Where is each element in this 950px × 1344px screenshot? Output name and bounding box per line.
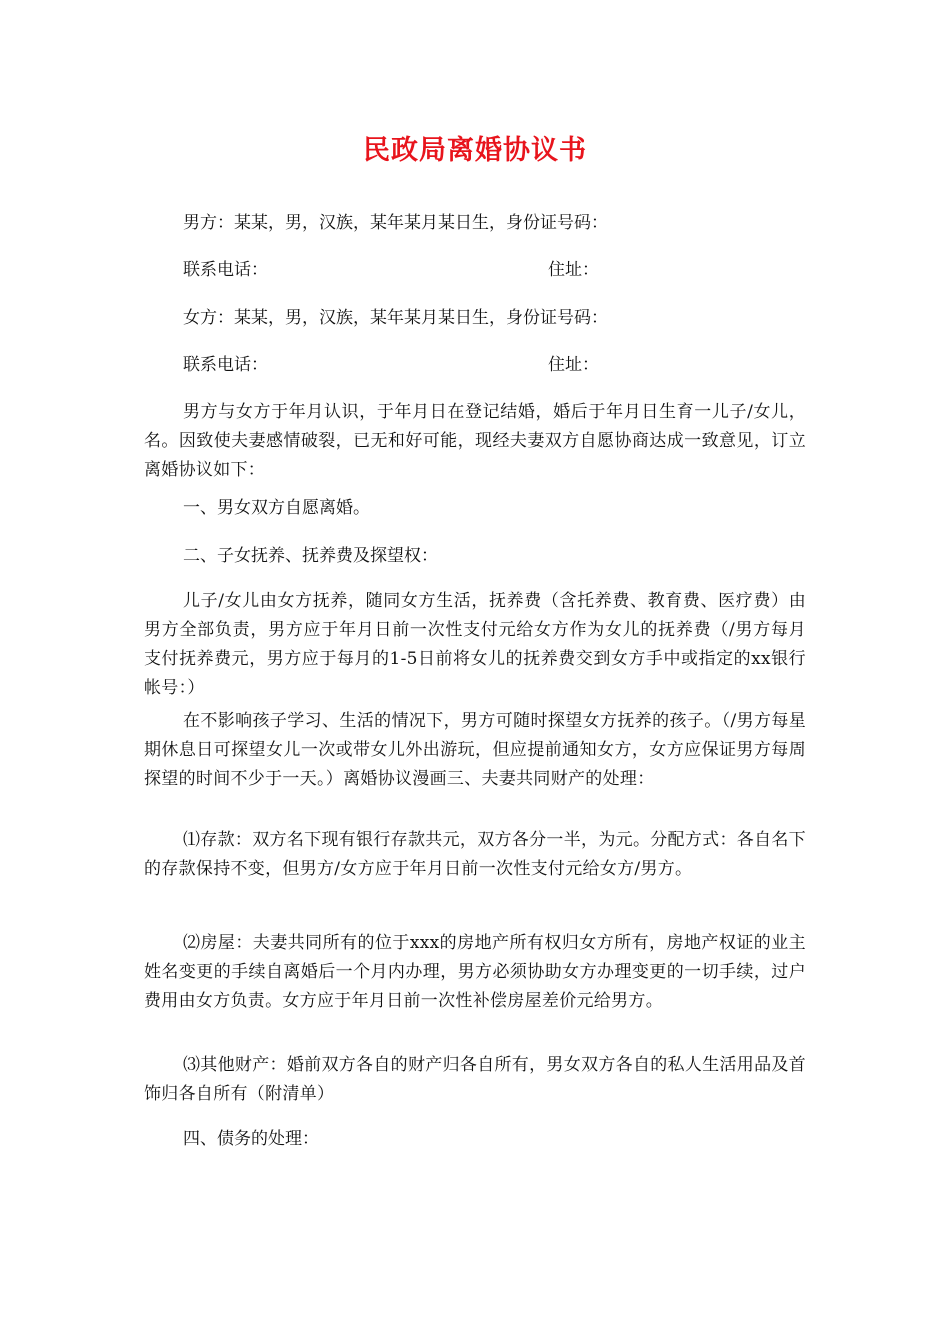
custody-paragraph: 儿子/女儿由女方抚养，随同女方生活，抚养费（含托养费、教育费、医疗费）由男方全部负责，男方应于年月日前一次性支付元给女方作为女儿的抚养费（/男方每月支付抚养费元，男方应于每月的1-5日前将女儿的抚养费交到女方手中或指定的xx银行帐号：）	[144, 591, 806, 698]
property-other-paragraph: ⑶其他财产：婚前双方各自的财产归各自所有，男女双方各自的私人生活用品及首饰归各自所有（附清单）	[144, 1055, 806, 1104]
clause-2-heading: 二、子女抚养、抚养费及探望权：	[183, 546, 438, 566]
clause-4-heading: 四、债务的处理：	[183, 1129, 319, 1149]
document-title: 民政局离婚协议书	[363, 135, 587, 166]
male-phone-label: 联系电话：	[183, 260, 268, 280]
male-info: 男方：某某，男，汉族，某年某月某日生，身份证号码：	[183, 213, 608, 233]
female-address-label: 住址：	[548, 355, 599, 375]
property-deposit-paragraph: ⑴存款：双方名下现有银行存款共元，双方各分一半，为元。分配方式：各自名下的存款保持不变，但男方/女方应于年月日前一次性支付元给女方/男方。	[144, 830, 806, 879]
visitation-paragraph: 在不影响孩子学习、生活的情况下，男方可随时探望女方抚养的孩子。（/男方每星期休息日可探望女儿一次或带女儿外出游玩，但应提前通知女方，女方应保证男方每周探望的时间不少于一天。）离婚协议漫画三、夫妻共同财产的处理：	[144, 711, 806, 789]
female-phone-label: 联系电话：	[183, 355, 268, 375]
property-house-paragraph: ⑵房屋：夫妻共同所有的位于xxx的房地产所有权归女方所有，房地产权证的业主姓名变更的手续自离婚后一个月内办理，男方必须协助女方办理变更的一切手续，过户费用由女方负责。女方应于年月日前一次性补偿房屋差价元给男方。	[144, 933, 806, 1011]
intro-paragraph: 男方与女方于年月认识，于年月日在登记结婚，婚后于年月日生育一儿子/女儿，名。因致使夫妻感情破裂，已无和好可能，现经夫妻双方自愿协商达成一致意见，订立离婚协议如下：	[144, 402, 806, 480]
male-address-label: 住址：	[548, 260, 599, 280]
clause-1: 一、男女双方自愿离婚。	[183, 498, 370, 518]
female-info: 女方：某某，男，汉族，某年某月某日生，身份证号码：	[183, 308, 608, 328]
